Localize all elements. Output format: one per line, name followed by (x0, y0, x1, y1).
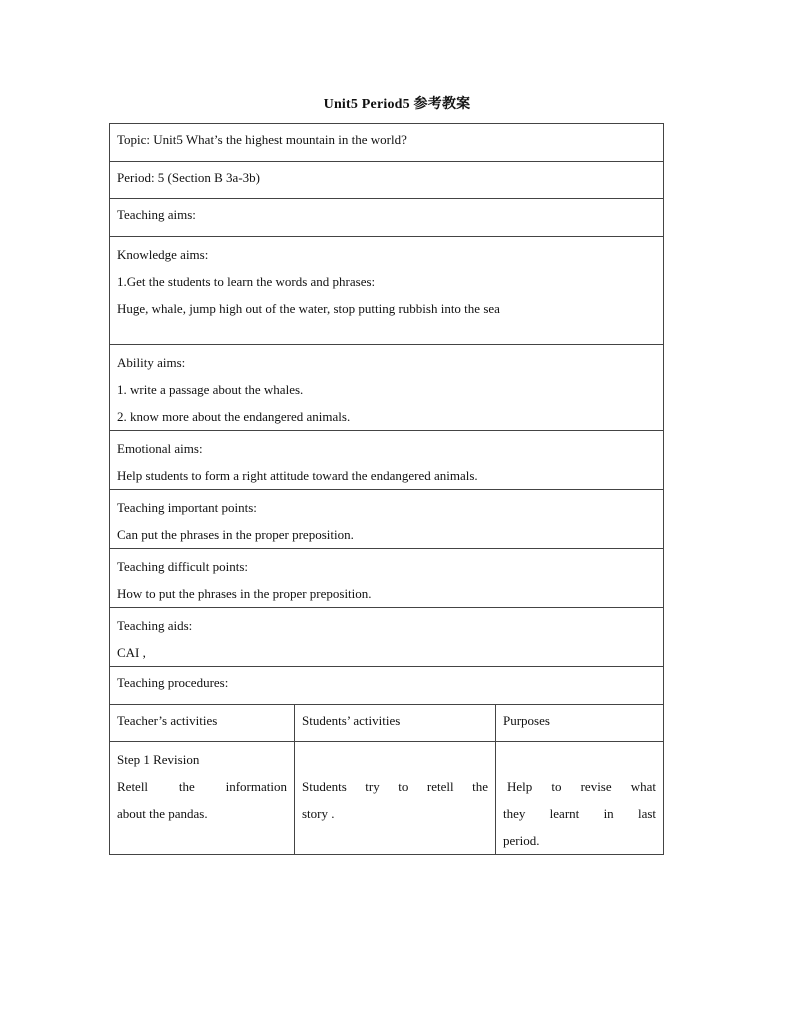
ability-aims-row (110, 345, 664, 431)
difficult-points-cell (110, 549, 664, 608)
knowledge-aims-vocabulary: Huge, whale, jump high out of the water, stop putting rubbish into the sea (117, 301, 500, 316)
step1-title: Step 1 Revision (117, 752, 200, 767)
step1-purposes-line: period. (503, 833, 540, 848)
teaching-aims-heading: Teaching aims: (117, 207, 196, 222)
ability-aims-cell (110, 345, 664, 431)
ability-aims-item: 2. know more about the endangered animals. (117, 409, 351, 424)
difficult-points-text: How to put the phrases in the proper preposition. (117, 586, 372, 601)
important-points-text: Can put the phrases in the proper preposition. (117, 527, 354, 542)
topic-row (110, 124, 664, 162)
step1-purposes-line: they learnt in last (503, 806, 657, 821)
column-header-students-text: Students’ activities (302, 713, 401, 728)
difficult-points-heading: Teaching difficult points: (117, 559, 248, 574)
teaching-procedures-row (110, 667, 664, 705)
step1-row (110, 742, 664, 855)
emotional-aims-heading: Emotional aims: (117, 441, 203, 456)
step1-students-cell (295, 742, 496, 855)
knowledge-aims-line: 1.Get the students to learn the words and phrases: (117, 274, 376, 289)
teaching-procedures-heading: Teaching procedures: (117, 675, 229, 690)
column-header-purposes (496, 705, 664, 742)
teaching-aims-cell (110, 199, 664, 237)
step1-teacher-line: Retell the information (117, 779, 287, 794)
period-row (110, 162, 664, 199)
important-points-cell (110, 490, 664, 549)
teaching-aids-text: CAI , (117, 645, 146, 660)
period-cell (110, 162, 664, 199)
ability-aims-heading: Ability aims: (117, 355, 186, 370)
teaching-aims-row (110, 199, 664, 237)
column-header-teacher (110, 705, 295, 742)
emotional-aims-text: Help students to form a right attitude toward the endangered animals. (117, 468, 478, 483)
step1-teacher-line: about the pandas. (117, 806, 208, 821)
step1-purposes-cell (496, 742, 664, 855)
emotional-aims-cell (110, 431, 664, 490)
important-points-row (110, 490, 664, 549)
emotional-aims-row (110, 431, 664, 490)
step1-students-line: Students try to retell the (302, 779, 488, 794)
step1-purposes-line: Help to revise what (507, 779, 657, 794)
column-header-purposes-text: Purposes (503, 713, 550, 728)
step1-students-line: story . (302, 806, 335, 821)
knowledge-aims-row (110, 237, 664, 345)
important-points-heading: Teaching important points: (117, 500, 257, 515)
step1-teacher-cell (110, 742, 295, 855)
procedure-header-row (110, 705, 664, 742)
topic-cell (110, 124, 664, 162)
column-header-students (295, 705, 496, 742)
lesson-plan-table (109, 123, 664, 855)
teaching-aids-cell (110, 608, 664, 667)
teaching-aids-heading: Teaching aids: (117, 618, 193, 633)
ability-aims-item: 1. write a passage about the whales. (117, 382, 304, 397)
period-text: Period: 5 (Section B 3a-3b) (117, 170, 260, 185)
page-title: Unit5 Period5 参考教案 (323, 97, 471, 112)
column-header-teacher-text: Teacher’s activities (117, 713, 218, 728)
knowledge-aims-cell (110, 237, 664, 345)
difficult-points-row (110, 549, 664, 608)
teaching-procedures-cell (110, 667, 664, 705)
teaching-aids-row (110, 608, 664, 667)
topic-text: Topic: Unit5 What’s the highest mountain in the world? (117, 132, 407, 147)
knowledge-aims-heading: Knowledge aims: (117, 247, 209, 262)
